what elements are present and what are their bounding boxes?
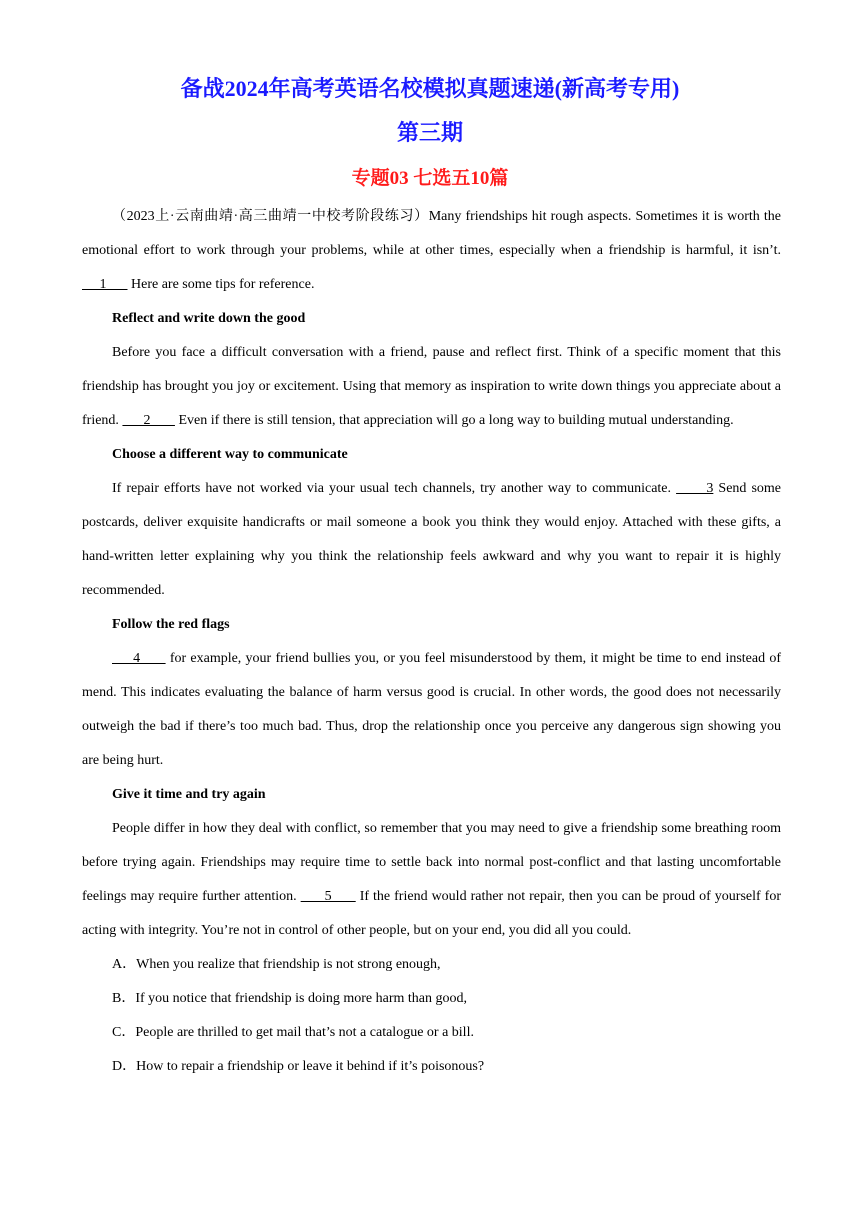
passage-body bbox=[82, 200, 781, 1084]
document-title: 备战2024年高考英语名校模拟真题速递(新高考专用) bbox=[180, 76, 680, 101]
option-a: A．When you realize that friendship is not strong enough, bbox=[112, 957, 441, 972]
intro-paragraph bbox=[82, 200, 781, 302]
topic-subtitle: 专题03 七选五10篇 bbox=[351, 168, 509, 189]
blank-3: 3 bbox=[676, 481, 714, 496]
blank-1: 1 bbox=[82, 277, 128, 292]
source-note: （2023上·云南曲靖·高三曲靖一中校考阶段练习） bbox=[112, 209, 429, 224]
intro-text: Many friendships hit rough aspects. Sometimes it is worth the emotional effort to work through your problems, while at other times, especially when a friendship is harmful, it isn’t. bbox=[82, 209, 781, 258]
paragraph-text: If repair efforts have not worked via your usual tech channels, try another way to communicate. bbox=[112, 481, 677, 496]
paragraph-text-end: for example, your friend bullies you, or you feel misunderstood by them, it might be time to end instead of mend. This indicates evaluating the balance of harm versus good is crucial. In other words, the good does not necessarily outweigh the bad if there’s too much bad. Thus, drop the relationship once you perceive any dangerous sign showing you are being hurt. bbox=[82, 651, 781, 768]
paragraph-text-end: Even if there is still tension, that appreciation will go a long way to building mutual understanding. bbox=[174, 413, 734, 428]
paragraph-text: People differ in how they deal with conflict, so remember that you may need to give a friendship some breathing room before trying again. Friendships may require time to settle back into normal post-conflict and that lasting uncomfortable feelings may require further attention. bbox=[82, 821, 781, 904]
paragraph-text-end: If the friend would rather not repair, then you can be proud of yourself for acting with integrity. You’re not in control of other people, but on your end, you did all you could. bbox=[82, 889, 781, 938]
section-heading-communicate: Choose a different way to communicate bbox=[112, 447, 348, 462]
blank-5: 5 bbox=[300, 889, 356, 904]
intro-text-end: Here are some tips for reference. bbox=[127, 277, 315, 292]
section-heading-reflect: Reflect and write down the good bbox=[112, 311, 306, 326]
paragraph-red-flags bbox=[82, 642, 781, 778]
section-heading-time: Give it time and try again bbox=[112, 787, 266, 802]
paragraph-text: Before you face a difficult conversation with a friend, pause and reflect first. Think of a specific moment that this friendship has brought you joy or excitement. Using that memory as inspiration to write down things you appreciate about a friend. bbox=[82, 345, 781, 428]
paragraph-reflect bbox=[82, 336, 781, 438]
paragraph-time bbox=[82, 812, 781, 948]
paragraph-communicate bbox=[82, 472, 781, 608]
section-heading-red-flags: Follow the red flags bbox=[112, 617, 230, 632]
option-d: D．How to repair a friendship or leave it behind if it’s poisonous? bbox=[112, 1059, 485, 1074]
option-b: B．If you notice that friendship is doing more harm than good, bbox=[112, 991, 467, 1006]
issue-subtitle: 第三期 bbox=[396, 120, 463, 145]
blank-4: 4 bbox=[112, 651, 166, 666]
blank-2: 2 bbox=[122, 413, 175, 428]
paragraph-text-end: Send some postcards, deliver exquisite handicrafts or mail someone a book you think they would enjoy. Attached with these gifts, a hand-written letter explaining why you think the relationship feels awkward and why you want to repair it is highly recommended. bbox=[82, 481, 782, 598]
option-c: C．People are thrilled to get mail that’s not a catalogue or a bill. bbox=[112, 1025, 474, 1040]
